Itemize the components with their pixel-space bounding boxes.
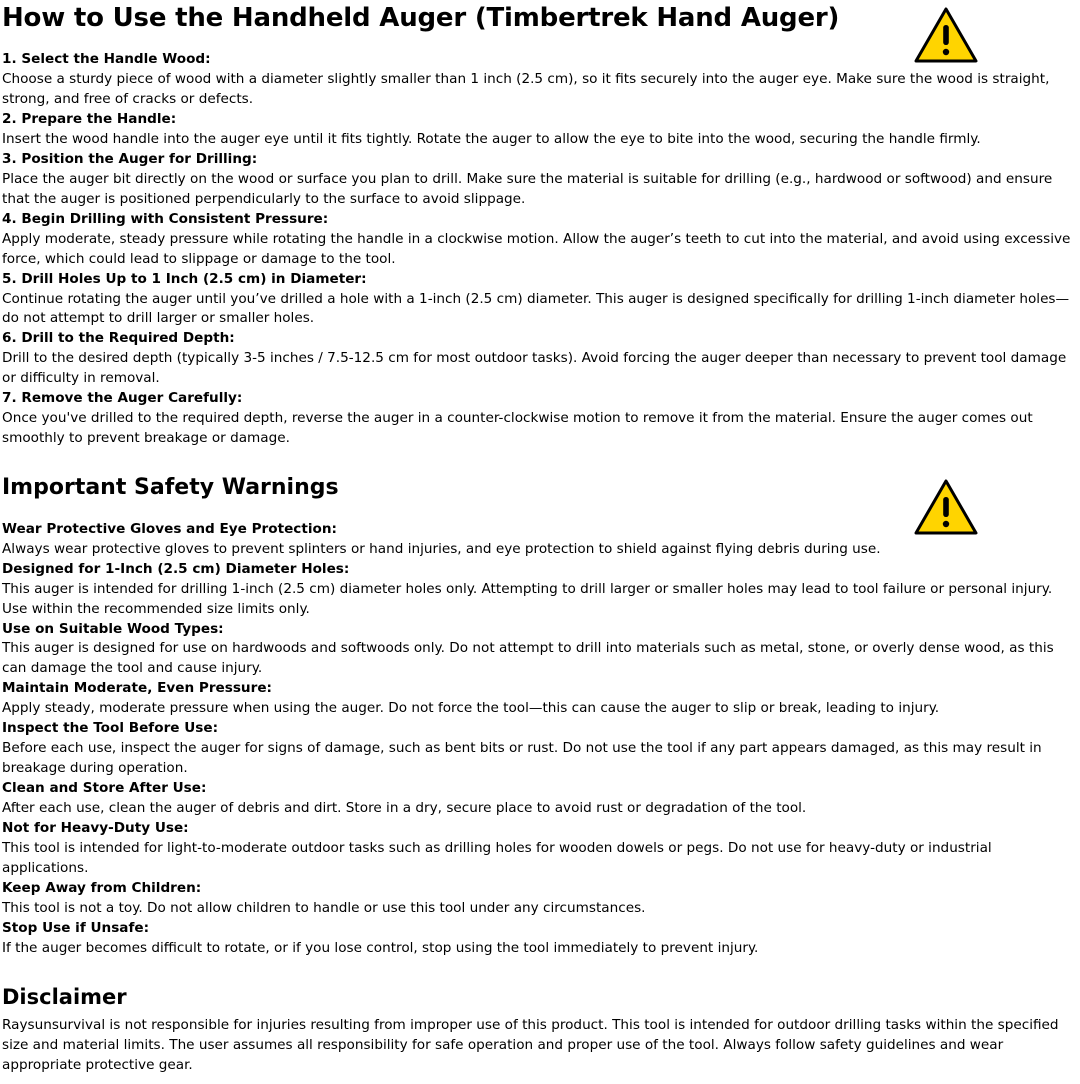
safety-item [2,679,1078,719]
step-item [2,210,1078,270]
safety-section-title: Important Safety Warnings [2,475,339,501]
safety-text: Before each use, inspect the auger for signs of damage, such as bent bits or rust. Do not use the tool if any part appears damaged, as this may result in breakage during operation. [2,740,1042,777]
safety-heading: Wear Protective Gloves and Eye Protection: [2,520,337,537]
step-item [2,270,1078,330]
step-text: Continue rotating the auger until you’ve drilled a hole with a 1-inch (2.5 cm) diameter. This auger is designed specifically for drilling 1-inch diameter holes—do not attempt to drill larger or smaller holes. [2,290,1070,327]
step-text: Place the auger bit directly on the wood or surface you plan to drill. Make sure the material is suitable for drilling (e.g., hardwood or softwood) and ensure that the auger is positioned perpendicularly to the surface to avoid slippage. [2,170,1053,207]
step-text: Choose a sturdy piece of wood with a diameter slightly smaller than 1 inch (2.5 cm), so it fits securely into the auger eye. Make sure the wood is straight, strong, and free of cracks or defects. [2,70,1050,107]
step-heading: 7. Remove the Auger Carefully: [2,390,243,407]
safety-item [2,779,1078,819]
step-text: Apply moderate, steady pressure while rotating the handle in a clockwise motion. Allow the auger’s teeth to cut into the material, and avoid using excessive force, which could lead to slippage or damage to the tool. [2,230,1071,267]
step-heading: 2. Prepare the Handle: [2,110,177,127]
step-text: Insert the wood handle into the auger eye until it fits tightly. Rotate the auger to allow the eye to bite into the wood, securing the handle firmly. [2,130,981,147]
step-heading: 3. Position the Auger for Drilling: [2,150,258,167]
step-heading: 5. Drill Holes Up to 1 Inch (2.5 cm) in Diameter: [2,270,367,287]
disclaimer-title: Disclaimer [2,984,127,1009]
safety-heading: Maintain Moderate, Even Pressure: [2,680,272,697]
steps-list [2,50,1078,449]
step-item [2,329,1078,389]
step-text: Once you've drilled to the required depth, reverse the auger in a counter-clockwise motion to remove it from the material. Ensure the auger comes out smoothly to prevent breakage or damage. [2,410,1033,447]
safety-text: After each use, clean the auger of debris and dirt. Store in a dry, secure place to avoid rust or degradation of the tool. [2,800,807,817]
page-title: How to Use the Handheld Auger (Timbertrek Hand Auger) [2,3,840,33]
step-item [2,150,1078,210]
safety-item [2,879,1078,919]
safety-text: This auger is intended for drilling 1-inch (2.5 cm) diameter holes only. Attempting to drill larger or smaller holes may lead to tool failure or personal injury. Use within the recommended size limits only. [2,580,1053,617]
safety-text: This auger is designed for use on hardwoods and softwoods only. Do not attempt to drill into materials such as metal, stone, or overly dense wood, as this can damage the tool and cause injury. [2,640,1054,677]
safety-heading: Inspect the Tool Before Use: [2,720,219,737]
safety-heading: Stop Use if Unsafe: [2,920,150,937]
safety-heading: Keep Away from Children: [2,880,202,897]
step-text: Drill to the desired depth (typically 3-5 inches / 7.5-12.5 cm for most outdoor tasks). Avoid forcing the auger deeper than necessary to prevent tool damage or difficulty in removal. [2,350,1067,387]
safety-text: Always wear protective gloves to prevent splinters or hand injuries, and eye protection to shield against flying debris during use. [2,540,881,557]
safety-text: Apply steady, moderate pressure when using the auger. Do not force the tool—this can cause the auger to slip or break, leading to injury. [2,700,940,717]
safety-text: This tool is intended for light-to-moderate outdoor tasks such as drilling holes for wooden dowels or pegs. Do not use for heavy-duty or industrial applications. [2,840,992,877]
safety-item [2,560,1078,620]
safety-item [2,719,1078,779]
safety-item [2,620,1078,680]
safety-text: This tool is not a toy. Do not allow children to handle or use this tool under any circumstances. [2,900,646,917]
safety-item [2,919,1078,959]
safety-heading: Clean and Store After Use: [2,780,207,797]
step-heading: 6. Drill to the Required Depth: [2,330,235,347]
safety-heading: Designed for 1-Inch (2.5 cm) Diameter Holes: [2,560,350,577]
disclaimer-text: Raysunsurvival is not responsible for injuries resulting from improper use of this product. This tool is intended for outdoor drilling tasks within the specified size and material limits. The user assumes all responsibility for safe operation and proper use of the tool. Always follow safety guidelines and wear appropriate protective gear. [2,1017,1059,1074]
step-heading: 4. Begin Drilling with Consistent Pressure: [2,210,329,227]
warning-triangle-icon [914,478,978,536]
document-page [0,4,1080,1076]
step-heading: 1. Select the Handle Wood: [2,50,211,67]
safety-text: If the auger becomes difficult to rotate, or if you lose control, stop using the tool immediately to prevent injury. [2,940,759,956]
step-item [2,110,1078,150]
warning-triangle-icon [914,6,978,64]
safety-heading: Use on Suitable Wood Types: [2,620,224,637]
step-item [2,389,1078,449]
safety-warnings-list [2,520,1078,959]
safety-item [2,819,1078,879]
safety-heading: Not for Heavy-Duty Use: [2,820,189,837]
